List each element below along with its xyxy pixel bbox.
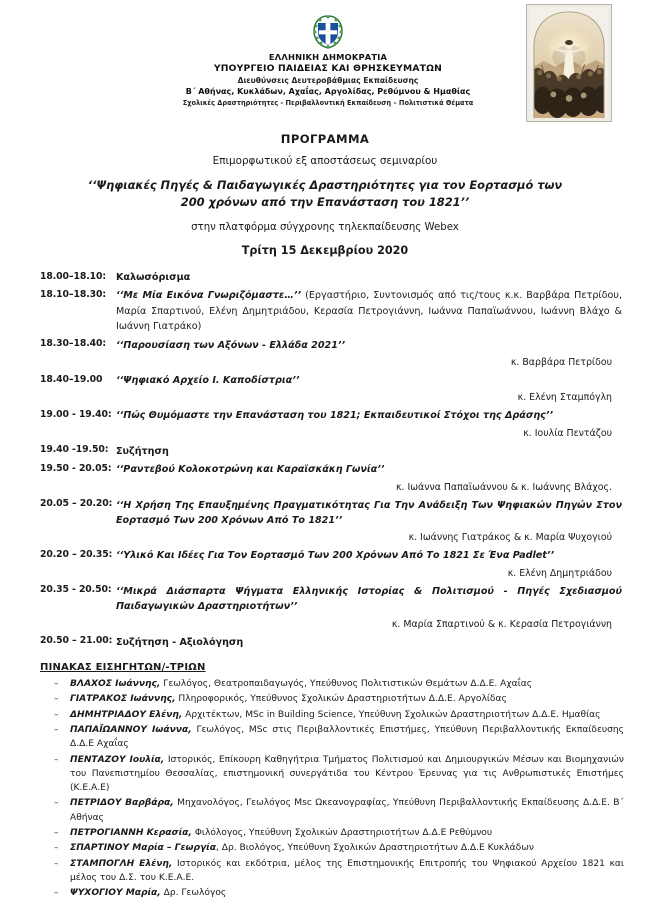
- speaker-name: ΨΥΧΟΓΙΟΥ Μαρία,: [70, 888, 161, 899]
- schedule-row: [40, 408, 626, 423]
- schedule-row: [40, 288, 626, 334]
- schedule-row: [40, 338, 626, 353]
- speaker-details: Ιστορικός και εκδότρια, μέλος της Επιστημονικής Επιτροπής του Ψηφιακού Αρχείου 1821 και μέλος του Δ.Σ. του Κ.Ε.Α.Ε.: [70, 858, 625, 883]
- speaker-details: Γεωλόγος, MSc στις Περιβαλλοντικές Επιστήμες, Υπεύθυνη Περιβαλλοντικής Εκπαίδευσης Δ.Δ.Ε Αχαΐας: [70, 724, 625, 750]
- schedule-entry-title: ‘‘Μικρά Διάσπαρτα Ψήγματα Ελληνικής Ιστορίας & Πολιτισμού - Πηγές Σχεδιασμού Παιδαγωγικών Δραστηριοτήτων’’: [116, 585, 622, 613]
- schedule-entry-title: ‘‘Με Μία Εικόνα Γνωριζόμαστε…’’: [116, 290, 302, 302]
- schedule-speaker-attribution: κ. Βαρβάρα Πετρίδου: [510, 357, 612, 369]
- schedule-entry-title: Συζήτηση - Αξιολόγηση: [116, 636, 244, 648]
- speaker-list-item: [52, 826, 624, 840]
- schedule-time: 19.40 -19.50:: [40, 444, 109, 456]
- speaker-details: Μηχανολόγος, Γεωλόγος Msc Ωκεανογραφίας, Υπεύθυνη Περιβαλλοντικής Εκπαίδευσης Δ.Δ.Ε. Β΄ Αθήνας: [70, 798, 624, 823]
- speaker-name: ΒΛΑΧΟΣ Ιωάννης,: [70, 679, 161, 690]
- speaker-details: Ιστορικός, Επίκουρη Καθηγήτρια Τμήματος Πολιτισμού και Δημιουργικών Μέσων και Βιομηχανιών του Πανεπιστημίου Θεσσαλίας, επιστημονική συνεργάτιδα του Κέντρου Έρευνας για τις Ανθρωπιστικές Επιστήμες (Κ.Ε.Α.Ε): [70, 754, 624, 794]
- schedule-entry: [116, 288, 626, 334]
- speaker-list-item: [52, 708, 624, 722]
- speaker-details: Πληροφορικός, Υπεύθυνος Σχολικών Δραστηριοτήτων Δ.Δ.Ε. Αργολίδας: [175, 694, 507, 705]
- schedule-entry: [116, 338, 626, 353]
- schedule-speaker-attribution: κ. Μαρία Σπαρτινού & κ. Κερασία Πετρογιάννη: [391, 618, 612, 630]
- schedule-time: 19.00 - 19.40:: [40, 408, 112, 420]
- schedule-time: 19.50 - 20.05:: [40, 462, 112, 474]
- emblem-container: [108, 14, 548, 50]
- schedule-speaker-attribution: κ. Ιωάννης Γιατράκος & κ. Μαρία Ψυχογιού: [408, 532, 612, 544]
- schedule-speaker-attribution: κ. Ελένη Σταμπόγλη: [517, 392, 612, 404]
- schedule-entry: [116, 498, 626, 529]
- greek-coat-of-arms-icon: [311, 14, 345, 50]
- schedule-list: [22, 270, 628, 650]
- schedule-entry-title: Συζήτηση: [116, 445, 169, 457]
- schedule-time: 20.35 - 20.50:: [40, 584, 112, 596]
- speaker-name: ΣΠΑΡΤΙΝΟΥ Μαρία – Γεωργία: [70, 843, 216, 854]
- speaker-name: ΔΗΜΗΤΡΙΑΔΟΥ Ελένη,: [70, 709, 183, 720]
- schedule-time: 18.40–19.00: [40, 373, 103, 385]
- schedule-time: 20.50 – 21.00:: [40, 635, 113, 647]
- speaker-name: ΠΑΠΑΪΩΑΝΝΟΥ Ιωάννα,: [70, 724, 192, 735]
- speaker-list-item: [52, 723, 624, 752]
- schedule-entry-title: ‘‘Ραντεβού Κολοκοτρώνη και Καραϊσκάκη Γωνία’’: [116, 464, 385, 476]
- program-subtitle: Επιμορφωτικού εξ αποστάσεως σεμιναρίου: [212, 155, 438, 167]
- schedule-entry-title: ‘‘Η Χρήση Της Επαυξημένης Πραγματικότητας Για Την Ανάδειξη Των Ψηφιακών Πηγών Στον Εορτασμό Των 200 Χρόνων Από Το 1821’’: [116, 499, 622, 527]
- schedule-entry-title: ‘‘Ψηφιακό Αρχείο Ι. Καποδίστρια’’: [116, 375, 300, 387]
- speaker-name: ΓΙΑΤΡΑΚΟΣ Ιωάννης,: [70, 694, 176, 705]
- event-date: Τρίτη 15 Δεκεμβρίου 2020: [241, 244, 409, 257]
- schedule-row: [40, 373, 626, 388]
- schedule-row: [40, 635, 626, 650]
- schedule-time: 20.20 – 20.35:: [40, 548, 113, 560]
- schedule-row: [40, 498, 626, 529]
- schedule-entry-title: ‘‘Πώς Θυμόμαστε την Επανάσταση του 1821; Εκπαιδευτικοί Στόχοι της Δράσης’’: [116, 410, 554, 422]
- platform-note: στην πλατφόρμα σύγχρονης τηλεκπαίδευσης Webex: [191, 222, 459, 233]
- schedule-row: [40, 444, 626, 459]
- speaker-details: Γεωλόγος, Θεατροπαιδαγωγός, Υπεύθυνος Πολιτιστικών Θεμάτων Δ.Δ.Ε. Αχαΐας: [160, 679, 533, 690]
- schedule-entry: [116, 373, 626, 388]
- schedule-speaker-attribution: κ. Ελένη Δημητριάδου: [507, 567, 612, 579]
- speakers-heading: ΠΙΝΑΚΑΣ ΕΙΣΗΓΗΤΩΝ/-ΤΡΙΩΝ: [40, 662, 206, 674]
- schedule-entry: [116, 548, 626, 563]
- speaker-list-item: [52, 677, 624, 691]
- ministry-line-directorates: Διευθύνσεις Δευτεροβάθμιας Εκπαίδευσης: [237, 76, 419, 85]
- ministry-line-republic: ΕΛΛΗΝΙΚΗ ΔΗΜΟΚΡΑΤΙΑ: [268, 52, 388, 62]
- historical-painting-image: [526, 4, 612, 122]
- schedule-time: 18.30–18.40:: [40, 338, 106, 350]
- schedule-row: [40, 270, 626, 285]
- schedule-entry-title: Καλωσόρισμα: [116, 272, 191, 283]
- greece-grateful-artwork: [530, 8, 608, 118]
- schedule-entry-title: ‘‘Παρουσίαση των Αξόνων - Ελλάδα 2021’’: [116, 339, 346, 351]
- speaker-list-item: [52, 857, 624, 886]
- schedule-entry-title: ‘‘Υλικό Και Ιδέες Για Τον Εορτασμό Των 200 Χρόνων Από Το 1821 Σε Ένα Padlet’’: [116, 550, 555, 562]
- speaker-list-item: [52, 796, 624, 825]
- speaker-details: Δρ. Γεωλόγος: [160, 888, 227, 899]
- schedule-entry: [116, 584, 626, 615]
- schedule-time: 18.00–18.10:: [40, 270, 106, 282]
- document-header: [22, 0, 628, 118]
- schedule-speaker-attribution: κ. Ιωάννα Παπαϊωάννου & κ. Ιωάννης Βλάχος.: [395, 481, 612, 493]
- speaker-list-item: [52, 841, 624, 855]
- schedule-speaker-attribution: κ. Ιουλία Πεντάζου: [523, 427, 612, 439]
- ministry-line-departments: Σχολικές Δραστηριότητες - Περιβαλλοντική Εκπαίδευση – Πολιτιστικά Θέματα: [182, 98, 474, 107]
- speaker-list-item: [52, 886, 624, 900]
- schedule-row: [40, 584, 626, 615]
- speaker-name: ΣΤΑΜΠΟΓΛΗ Ελένη,: [70, 858, 173, 869]
- ministry-line-regions: Β΄ Αθήνας, Κυκλάδων, Αχαΐας, Αργολίδας, Ρεθύμνου & Ημαθίας: [185, 87, 471, 96]
- speaker-name: ΠΕΤΡΙΔΟΥ Βαρβάρα,: [70, 798, 174, 809]
- schedule-entry: [116, 462, 626, 477]
- speaker-name: ΠΕΝΤΑΖΟΥ Ιουλία,: [70, 754, 165, 765]
- title-block: [22, 132, 628, 257]
- schedule-time: 18.10–18.30:: [40, 288, 106, 300]
- ministry-line-ministry: ΥΠΟΥΡΓΕΙΟ ΠΑΙΔΕΙΑΣ ΚΑΙ ΘΡΗΣΚΕΥΜΑΤΩΝ: [213, 63, 443, 74]
- schedule-entry-detail: (Εργαστήριο, Συντονισμός από τις/τους κ.κ. Βαρβάρα Πετρίδου, Μαρία Σπαρτινού, Ελένη Δημητριάδου, Κερασία Πετρογιάννη, Ιωάννα Παπαϊωάννου, Ιωάννη Βλάχο & Ιωάννη Γιατράκο): [116, 290, 622, 333]
- page-title: ΠΡΟΓΡΑΜΜΑ: [280, 132, 370, 146]
- speaker-details: Αρχιτέκτων, MSc in Building Science, Υπεύθυνη Σχολικών Δραστηριοτήτων Δ.Δ.Ε. Ημαθίας: [182, 709, 601, 720]
- schedule-entry: [116, 444, 626, 459]
- speaker-details: , Δρ. Βιολόγος, Υπεύθυνη Σχολικών Δραστηριοτήτων Δ.Δ.Ε Κυκλάδων: [215, 843, 534, 854]
- schedule-row: [40, 548, 626, 563]
- speaker-details: Φιλόλογος, Υπεύθυνη Σχολικών Δραστηριοτήτων Δ.Δ.Ε Ρεθύμνου: [191, 828, 493, 839]
- schedule-entry: [116, 635, 626, 650]
- schedule-entry: [116, 270, 626, 285]
- seminar-title: ‘‘Ψηφιακές Πηγές & Παιδαγωγικές Δραστηριότητες για τον Εορτασμό των 200 χρόνων από την Επανάσταση του 1821’’: [87, 178, 563, 209]
- speakers-list: [22, 677, 628, 900]
- schedule-entry: [116, 408, 626, 423]
- schedule-time: 20.05 – 20.20:: [40, 498, 113, 510]
- ministry-identity-block: [102, 14, 548, 109]
- speaker-name: ΠΕΤΡΟΓΙΑΝΝΗ Κερασία,: [70, 828, 192, 839]
- speaker-list-item: [52, 692, 624, 706]
- schedule-row: [40, 462, 626, 477]
- speaker-list-item: [52, 753, 624, 796]
